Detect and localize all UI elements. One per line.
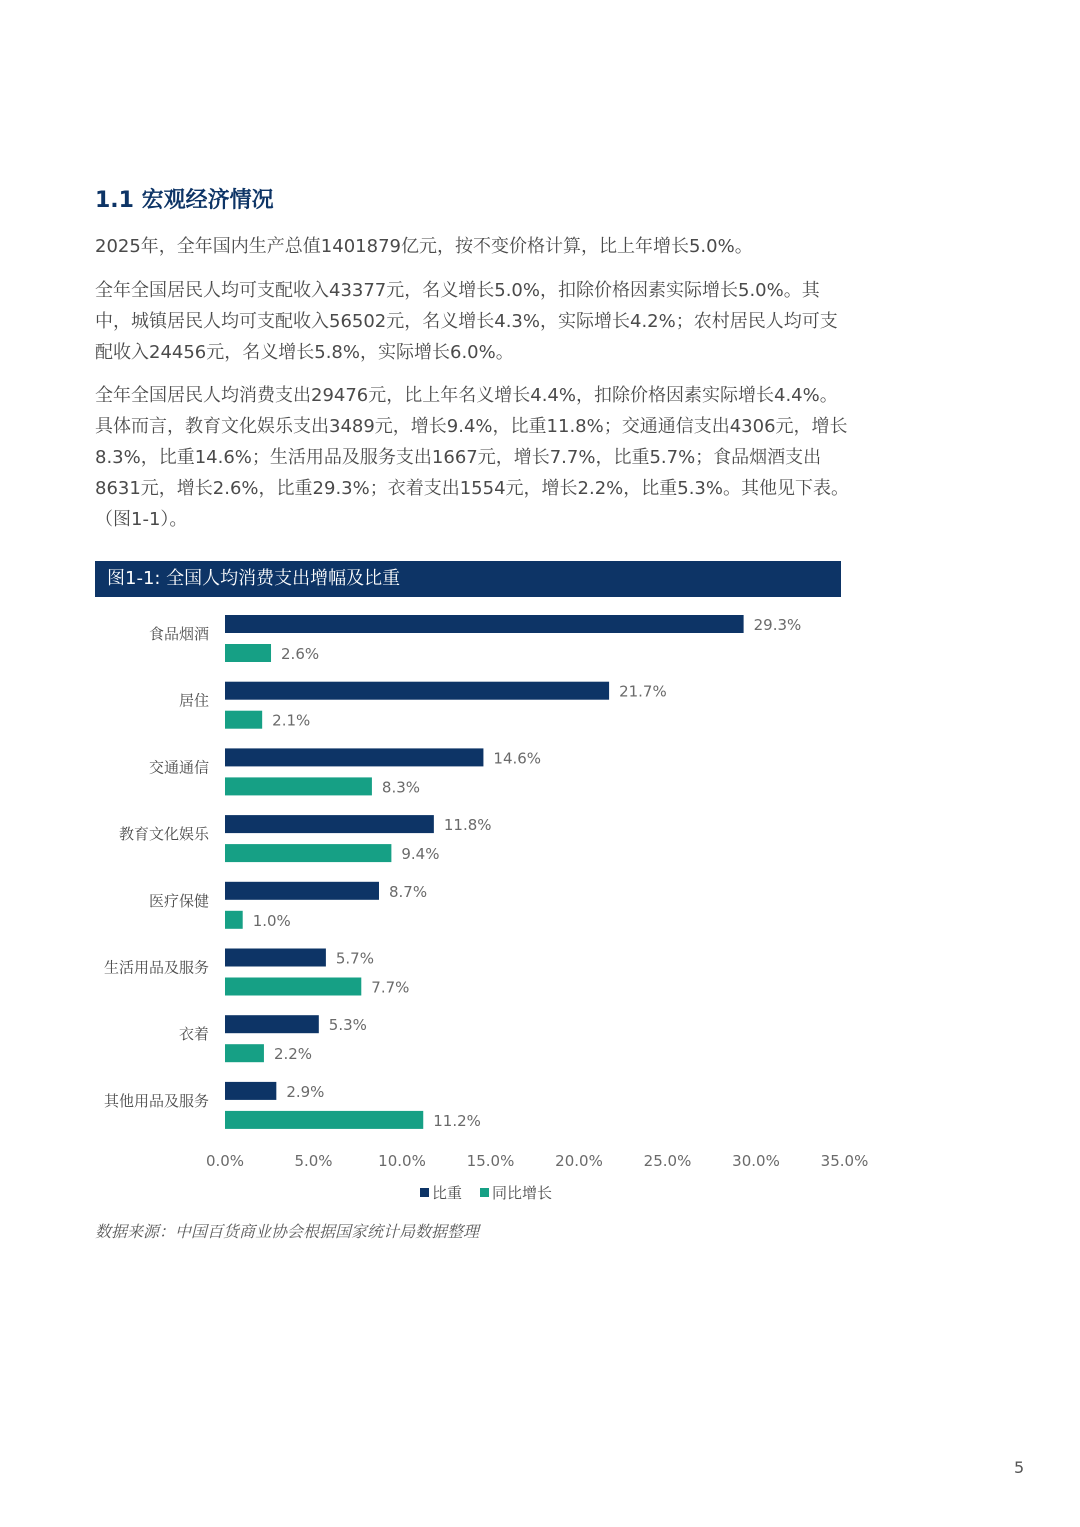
category-label: 衣着 — [178, 1025, 209, 1044]
share-bar — [225, 1082, 276, 1100]
share-bar-value-label: 5.7% — [335, 949, 374, 968]
growth-bar-value-label: 1.0% — [252, 911, 291, 930]
legend-swatch — [420, 1188, 429, 1197]
share-bar-value-label: 8.7% — [388, 882, 428, 901]
growth-bar — [225, 911, 243, 929]
share-bar-value-label: 2.9% — [286, 1082, 325, 1101]
share-bar — [225, 615, 744, 633]
page-number: 5 — [1014, 1458, 1025, 1477]
growth-bar-value-label: 2.2% — [273, 1045, 313, 1064]
share-bar-value-label: 11.8% — [443, 816, 492, 835]
growth-bar — [225, 1111, 423, 1129]
growth-bar — [225, 644, 271, 662]
growth-bar-value-label: 8.3% — [381, 778, 421, 797]
growth-bar-value-label: 7.7% — [371, 978, 410, 997]
x-axis-tick-label: 30.0% — [732, 1152, 780, 1170]
share-bar — [225, 815, 434, 833]
category-label: 医疗保健 — [148, 891, 209, 910]
category-label: 交通通信 — [148, 758, 209, 777]
category-label: 生活用品及服务 — [103, 958, 209, 977]
share-bar — [225, 748, 483, 766]
growth-bar-value-label: 2.6% — [281, 645, 320, 663]
growth-bar — [225, 777, 372, 795]
category-label: 其他用品及服务 — [103, 1091, 209, 1110]
legend-label: 同比增长 — [492, 1184, 553, 1202]
category-label: 居住 — [178, 691, 209, 710]
share-bar-value-label: 5.3% — [328, 1016, 367, 1035]
growth-bar — [225, 1044, 264, 1062]
x-axis-tick-label: 5.0% — [294, 1152, 333, 1170]
figure-title-banner: 图1-1: 全国人均消费支出增幅及比重 — [95, 561, 841, 597]
x-axis-tick-label: 20.0% — [555, 1152, 603, 1170]
share-bar-value-label: 29.3% — [753, 616, 802, 634]
legend-label: 比重 — [432, 1184, 463, 1202]
share-bar-value-label: 14.6% — [493, 749, 542, 768]
growth-bar-value-label: 2.1% — [272, 711, 311, 730]
growth-bar — [225, 711, 262, 729]
share-bar — [225, 1015, 319, 1033]
share-bar — [225, 949, 326, 967]
paragraph-gdp: 2025年，全年国内生产总值1401879亿元，按不变价格计算，比上年增长5.0%。 — [95, 236, 753, 257]
share-bar-value-label: 21.7% — [619, 682, 667, 701]
category-label: 食品烟酒 — [148, 625, 209, 643]
section-title: 1.1 宏观经济情况 — [95, 188, 274, 213]
x-axis-tick-label: 0.0% — [205, 1152, 245, 1170]
growth-bar-value-label: 9.4% — [401, 845, 440, 864]
legend-swatch — [480, 1188, 489, 1197]
share-bar — [225, 682, 609, 700]
data-source-note: 数据来源：中国百货商业协会根据国家统计局数据整理 — [95, 1222, 480, 1241]
growth-bar-value-label: 11.2% — [433, 1111, 481, 1130]
x-axis-tick-label: 35.0% — [820, 1152, 869, 1170]
growth-bar — [225, 844, 391, 862]
growth-bar — [225, 978, 361, 996]
x-axis-tick-label: 15.0% — [466, 1152, 515, 1170]
share-bar — [225, 882, 379, 900]
category-label: 教育文化娱乐 — [118, 825, 209, 844]
x-axis-tick-label: 25.0% — [643, 1152, 692, 1170]
paragraph-consumption: 全年全国居民人均消费支出29476元，比上年名义增长4.4%，扣除价格因素实际增长4.4%。具体而言，教育文化娱乐支出3489元，增长9.4%，比重11.8%；交通通信支出4306元，增长8.3%，比重14.6%；生活用品及服务支出1667元，增长7.7%，比重5.7%；食品烟酒支出8631元，增长2.6%，比重29.3%；衣着支出1554元，增长2.2%，比重5.3%。其他见下表。（图1-1）。 — [95, 385, 849, 530]
x-axis-tick-label: 10.0% — [378, 1152, 426, 1170]
paragraph-income: 全年全国居民人均可支配收入43377元，名义增长5.0%，扣除价格因素实际增长5.0%。其中，城镇居民人均可支配收入56502元，名义增长4.3%，实际增长4.2%；农村居民人均可支配收入24456元，名义增长5.8%，实际增长6.0%。 — [95, 280, 838, 363]
